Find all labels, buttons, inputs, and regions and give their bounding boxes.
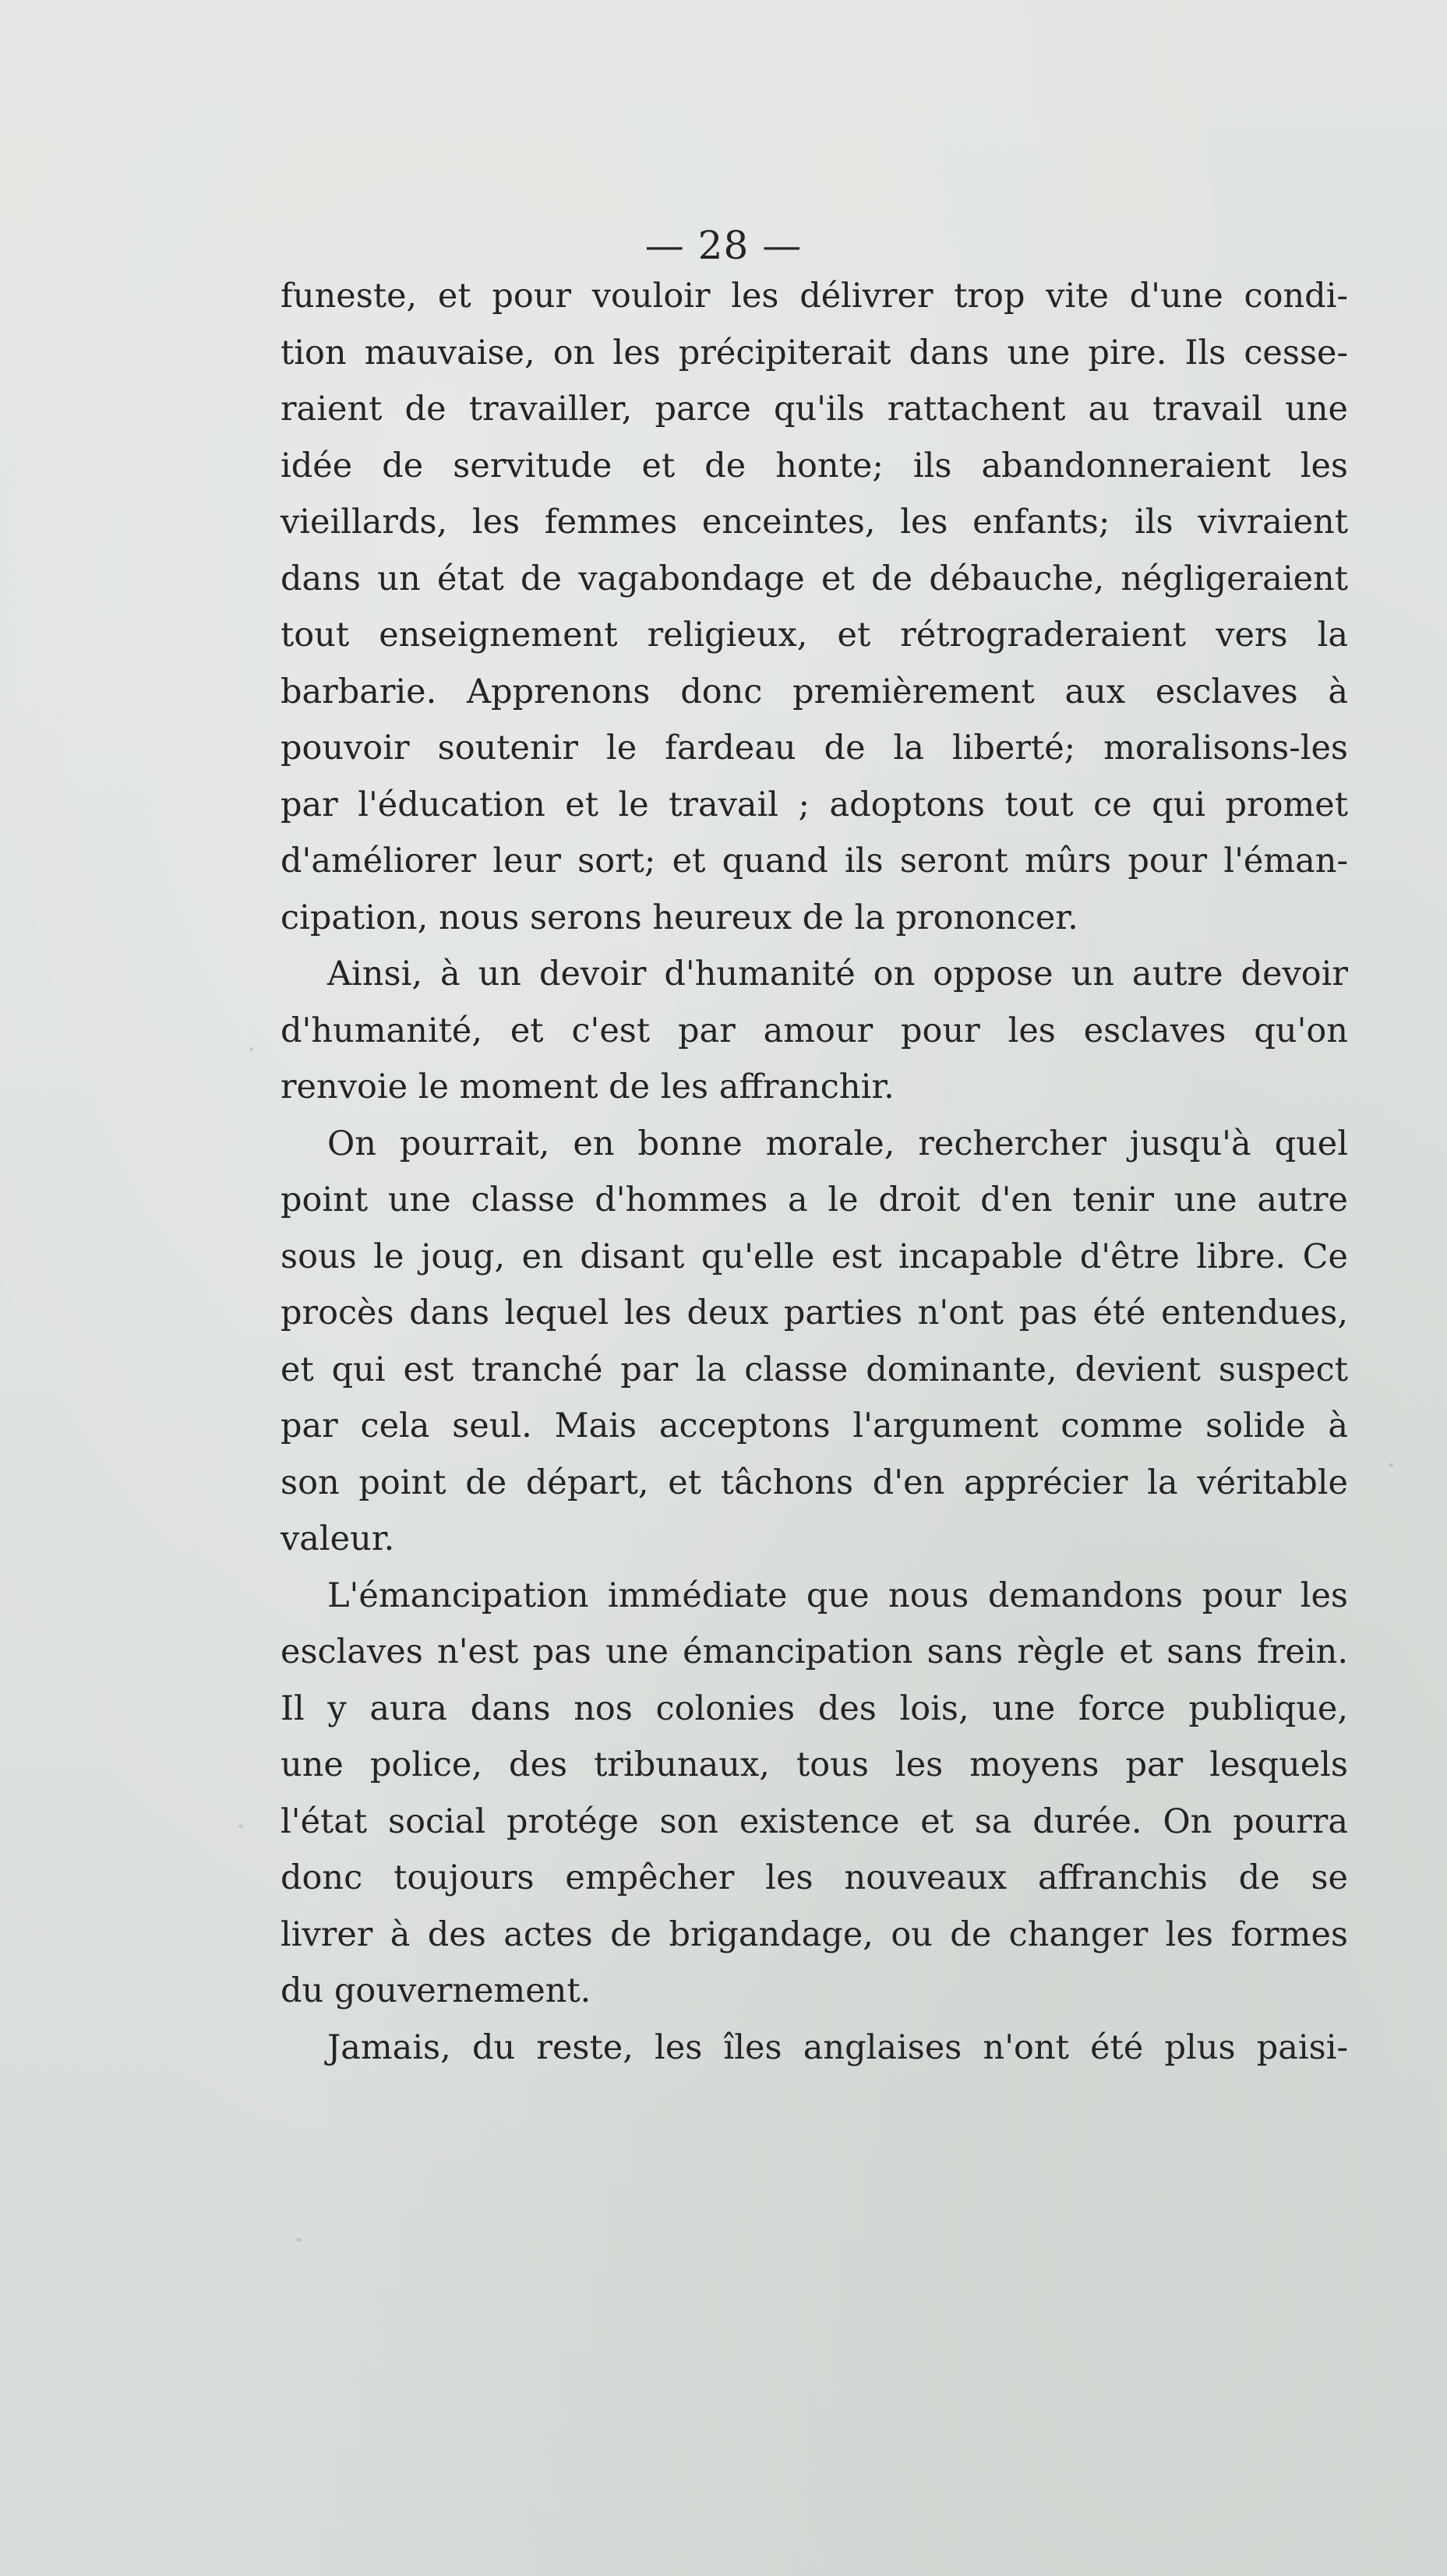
paragraph-end-line: cipation, nous serons heureux de la prononcer. bbox=[281, 898, 1078, 937]
text-line: par l'éducation et le travail ; adoptons tout ce qui promet bbox=[281, 785, 1348, 824]
text-line: pouvoir soutenir le fardeau de la liberté; moralisons-les bbox=[281, 729, 1348, 768]
text-line: dans un état de vagabondage et de débauche, négligeraient bbox=[281, 559, 1348, 598]
paragraph-start-line: Ainsi, à un devoir d'humanité on oppose un autre devoir bbox=[327, 955, 1348, 993]
paragraph-end-line: valeur. bbox=[281, 1519, 395, 1558]
body-text bbox=[281, 268, 1348, 2076]
text-line: son point de départ, et tâchons d'en apprécier la véritable bbox=[281, 1463, 1348, 1502]
paragraph-start-line: On pourrait, en bonne morale, rechercher jusqu'à quel bbox=[327, 1124, 1348, 1163]
text-line: vieillards, les femmes enceintes, les enfants; ils vivraient bbox=[281, 503, 1348, 542]
text-line: Il y aura dans nos colonies des lois, une force publique, bbox=[281, 1689, 1348, 1728]
text-line: donc toujours empêcher les nouveaux affranchis de se bbox=[281, 1858, 1348, 1897]
text-line: funeste, et pour vouloir les délivrer trop vite d'une condi- bbox=[281, 277, 1348, 316]
paragraph-end-line: du gouvernement. bbox=[281, 1971, 591, 2010]
paragraph-end-line: renvoie le moment de les affranchir. bbox=[281, 1067, 895, 1106]
text-line: barbarie. Apprenons donc premièrement aux esclaves à bbox=[281, 672, 1348, 711]
paragraph-start-line: Jamais, du reste, les îles anglaises n'ont été plus paisi- bbox=[327, 2027, 1348, 2067]
text-line: tout enseignement religieux, et rétrograderaient vers la bbox=[281, 616, 1348, 655]
paragraph-start-line: L'émancipation immédiate que nous demandons pour les bbox=[327, 1576, 1348, 1615]
text-line: tion mauvaise, on les précipiterait dans une pire. Ils cesse- bbox=[281, 333, 1348, 372]
text-line: idée de servitude et de honte; ils abandonneraient les bbox=[281, 446, 1348, 485]
text-line: par cela seul. Mais acceptons l'argument comme solide à bbox=[281, 1406, 1348, 1445]
text-line: sous le joug, en disant qu'elle est incapable d'être libre. Ce bbox=[281, 1237, 1348, 1276]
paper-speck bbox=[1389, 1463, 1393, 1467]
text-line: livrer à des actes de brigandage, ou de changer les formes bbox=[281, 1914, 1348, 1954]
text-line: et qui est tranché par la classe dominante, devient suspect bbox=[281, 1350, 1348, 1389]
text-line: procès dans lequel les deux parties n'ont pas été entendues, bbox=[281, 1293, 1348, 1332]
paper-speck bbox=[296, 2238, 302, 2242]
paper-speck bbox=[238, 1825, 243, 1828]
text-line: l'état social protége son existence et sa durée. On pourra bbox=[281, 1801, 1348, 1841]
text-line: d'améliorer leur sort; et quand ils seront mûrs pour l'éman- bbox=[281, 842, 1348, 880]
text-line: raient de travailler, parce qu'ils rattachent au travail une bbox=[281, 390, 1348, 429]
text-line: d'humanité, et c'est par amour pour les esclaves qu'on bbox=[281, 1011, 1348, 1050]
paper-speck bbox=[249, 1047, 253, 1051]
text-line: une police, des tribunaux, tous les moyens par lesquels bbox=[281, 1745, 1348, 1784]
text-line: esclaves n'est pas une émancipation sans règle et sans frein. bbox=[281, 1632, 1348, 1671]
page-number: — 28 — bbox=[644, 223, 803, 268]
text-line: point une classe d'hommes a le droit d'en tenir une autre bbox=[281, 1180, 1348, 1219]
